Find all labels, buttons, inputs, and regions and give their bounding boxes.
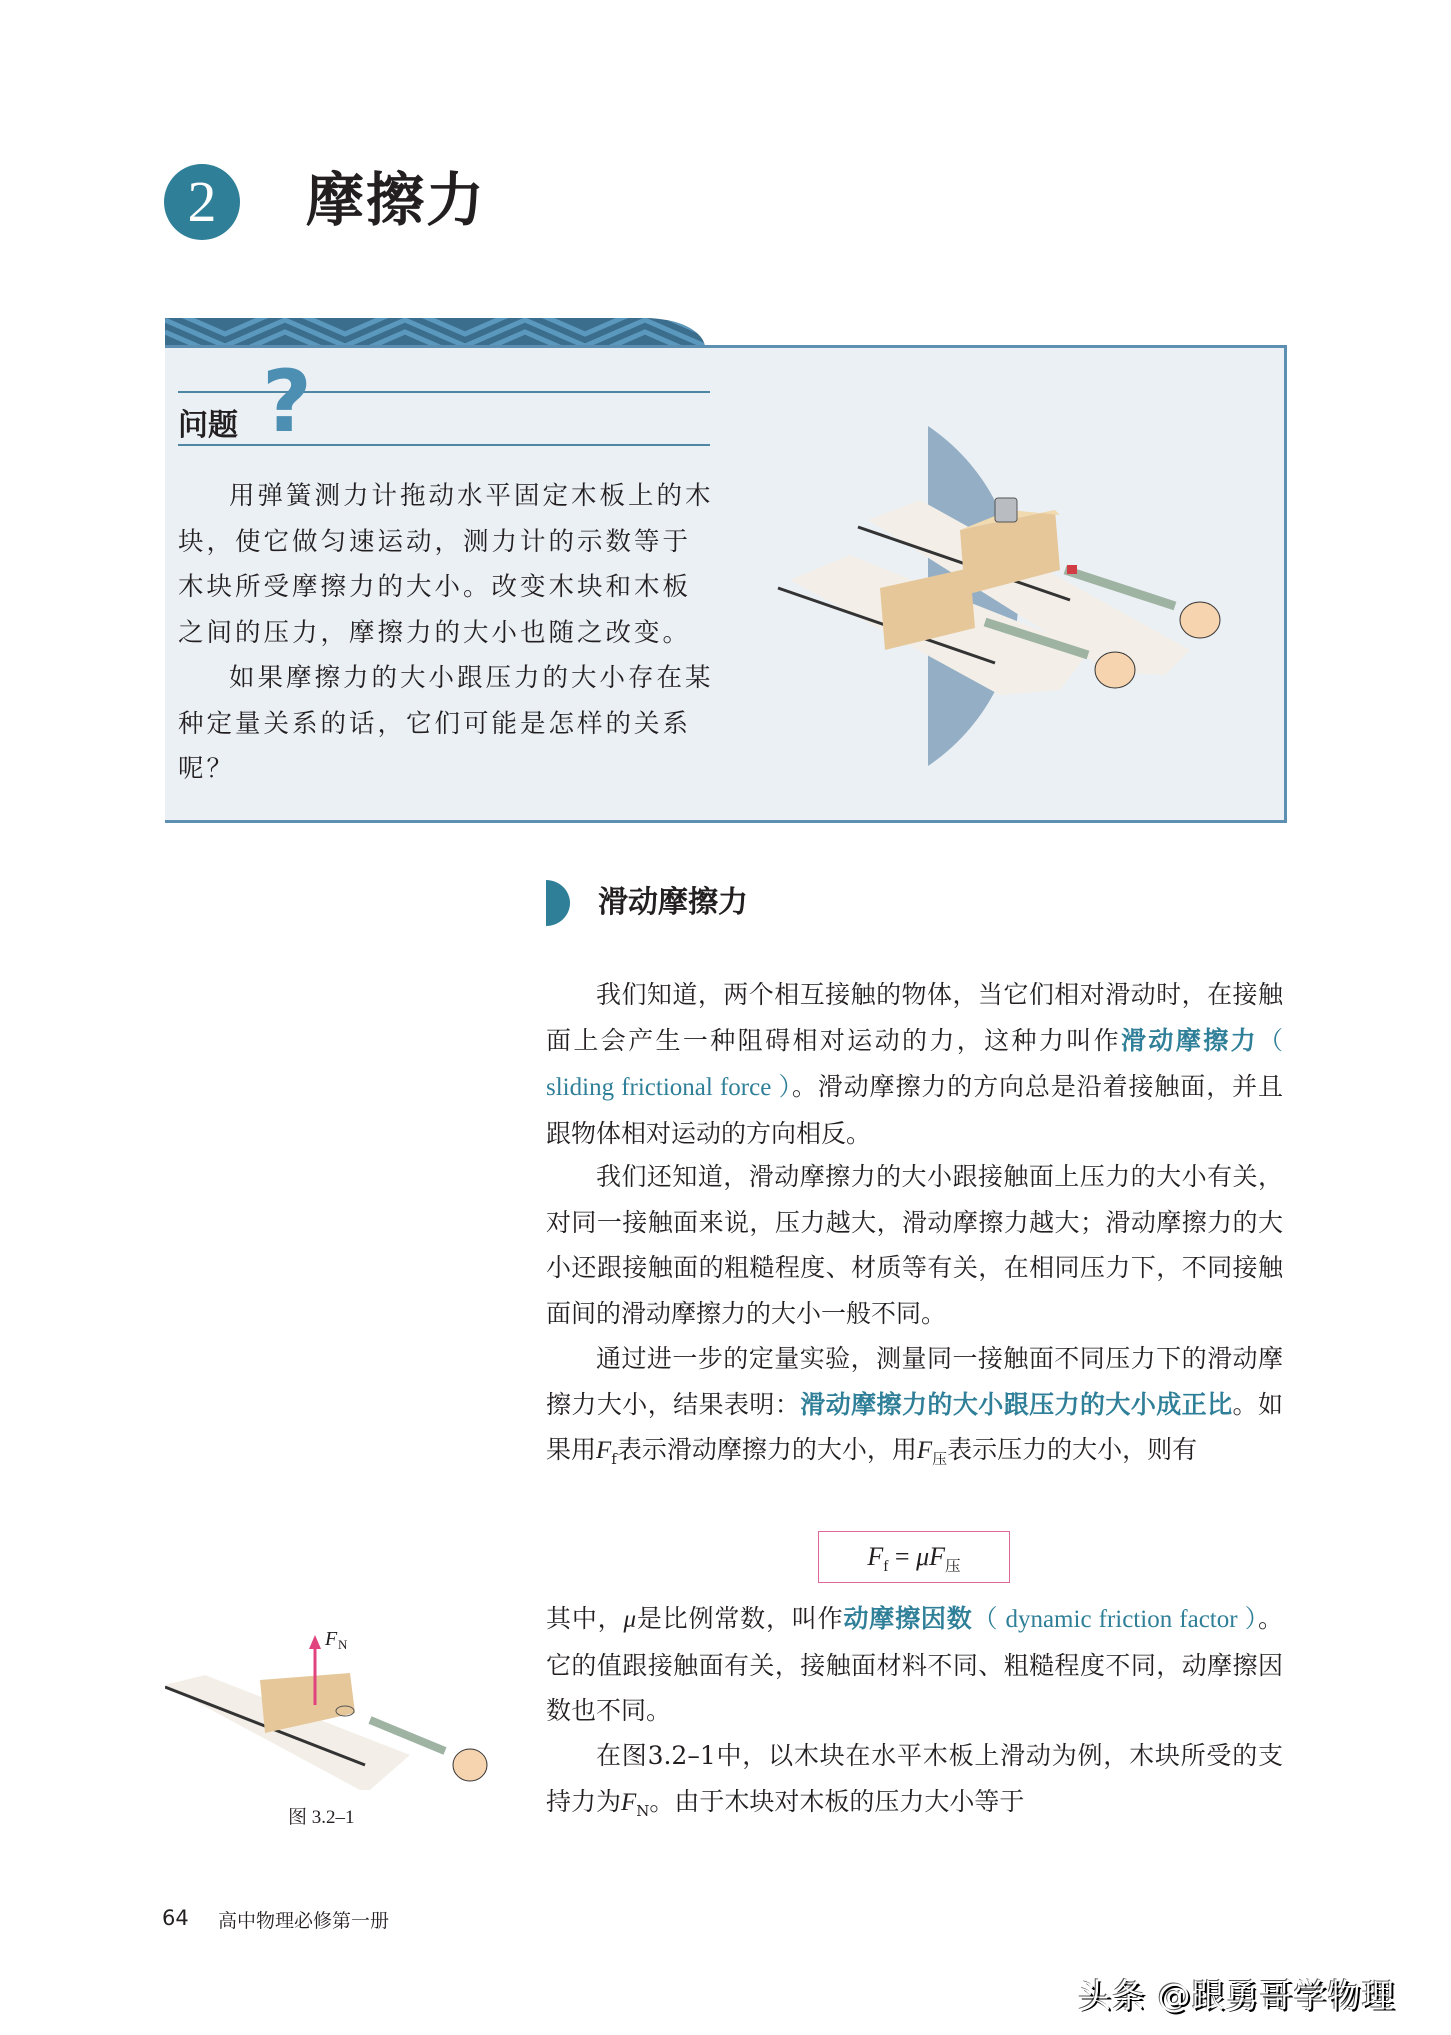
- question-text: [178, 474, 716, 793]
- subscript: f: [883, 1558, 889, 1576]
- symbol-F: F: [621, 1788, 637, 1816]
- symbol-F: F: [916, 1437, 933, 1464]
- watermark: 头条 @跟勇哥学物理: [1078, 1976, 1396, 2015]
- figure-3-2-1: [165, 1625, 505, 1805]
- term-english: （ dynamic friction factor ）: [972, 1606, 1258, 1633]
- text: 在图3.2–1中，以木块在水平木板上滑动为例，木块所受的支持力为: [546, 1741, 1283, 1816]
- text: 其中，: [546, 1604, 624, 1633]
- text: 通过进一步的定量实验，测量同一接触面不同压力下的滑动摩擦力大小，结果表明：: [546, 1344, 1283, 1419]
- subscript: 压: [932, 1450, 948, 1468]
- paragraph-1: [546, 972, 1283, 1156]
- term-english: （ sliding frictional force ）: [546, 1027, 1283, 1101]
- experiment-illustration: [770, 410, 1270, 780]
- subscript: f: [611, 1450, 617, 1468]
- symbol-mu: μ: [623, 1606, 637, 1633]
- force-label: F: [325, 1628, 338, 1650]
- symbol-F: F: [596, 1437, 612, 1464]
- section-marker-icon: [546, 880, 570, 926]
- text: 表示滑动摩擦力的大小，用: [616, 1435, 917, 1464]
- text: 我们还知道，滑动摩擦力的大小跟接触面上压力的大小有关，对同一接触面来说，压力越大，滑动摩擦力越大；滑动摩擦力的大小还跟接触面的粗糙程度、材质等有关，在相同压力下，不同接触面间的滑动摩擦力的大小一般不同。: [546, 1162, 1283, 1328]
- text: 我们知道，两个相互接触的物体，当它们相对滑动时，在接触面上会产生一种阻碍相对运动的力，这种力叫作: [546, 980, 1283, 1055]
- zigzag-banner: [165, 318, 705, 348]
- paragraph-4: [546, 1596, 1283, 1734]
- divider: [178, 444, 710, 446]
- subsection-title: 滑动摩擦力: [598, 885, 748, 920]
- question-label: 问题: [178, 408, 238, 443]
- symbol-F: F: [929, 1542, 946, 1571]
- figure-caption: 图 3.2–1: [288, 1807, 355, 1828]
- text: 表示压力的大小，则有: [947, 1435, 1198, 1464]
- book-title: 高中物理必修第一册: [218, 1910, 390, 1932]
- formula-box: [818, 1531, 1010, 1583]
- question-paragraph: 如果摩擦力的大小跟压力的大小存在某种定量关系的话，它们可能是怎样的关系呢？: [178, 663, 714, 784]
- paragraph-2: [546, 1154, 1283, 1336]
- subscript: N: [636, 1801, 650, 1820]
- paragraph-3: [546, 1336, 1283, 1483]
- section-title: 摩擦力: [306, 166, 487, 234]
- equals: =: [888, 1542, 917, 1571]
- section-number-badge: 2: [164, 164, 240, 240]
- symbol-mu: μ: [916, 1542, 930, 1571]
- text: 。它的值跟接触面有关，接触面材料不同、粗糙程度不同，动摩擦因数也不同。: [546, 1604, 1283, 1725]
- page-number: 64: [162, 1906, 189, 1930]
- term-friction-factor: 动摩擦因数: [843, 1604, 973, 1633]
- text: 。滑动摩擦力的方向总是沿着接触面，并且跟物体相对运动的方向相反。: [546, 1072, 1283, 1148]
- divider: [178, 391, 710, 393]
- paragraph-5: [546, 1733, 1283, 1834]
- term-sliding-friction: 滑动摩擦力: [1121, 1025, 1258, 1055]
- conclusion-highlight: 滑动摩擦力的大小跟压力的大小成正比: [800, 1389, 1233, 1419]
- svg-text:N: N: [338, 1637, 348, 1652]
- question-paragraph: 用弹簧测力计拖动水平固定木板上的木块，使它做匀速运动，测力计的示数等于木块所受摩擦力的大小。改变木块和木板之间的压力，摩擦力的大小也随之改变。: [178, 481, 714, 648]
- subscript: 压: [945, 1558, 961, 1576]
- symbol-F: F: [867, 1542, 884, 1571]
- question-mark-icon: ?: [262, 352, 312, 452]
- text: 是比例常数，叫作: [636, 1604, 844, 1633]
- text: 。如果用: [546, 1389, 1283, 1464]
- text: 。由于木块对木板的压力大小等于: [649, 1786, 1025, 1816]
